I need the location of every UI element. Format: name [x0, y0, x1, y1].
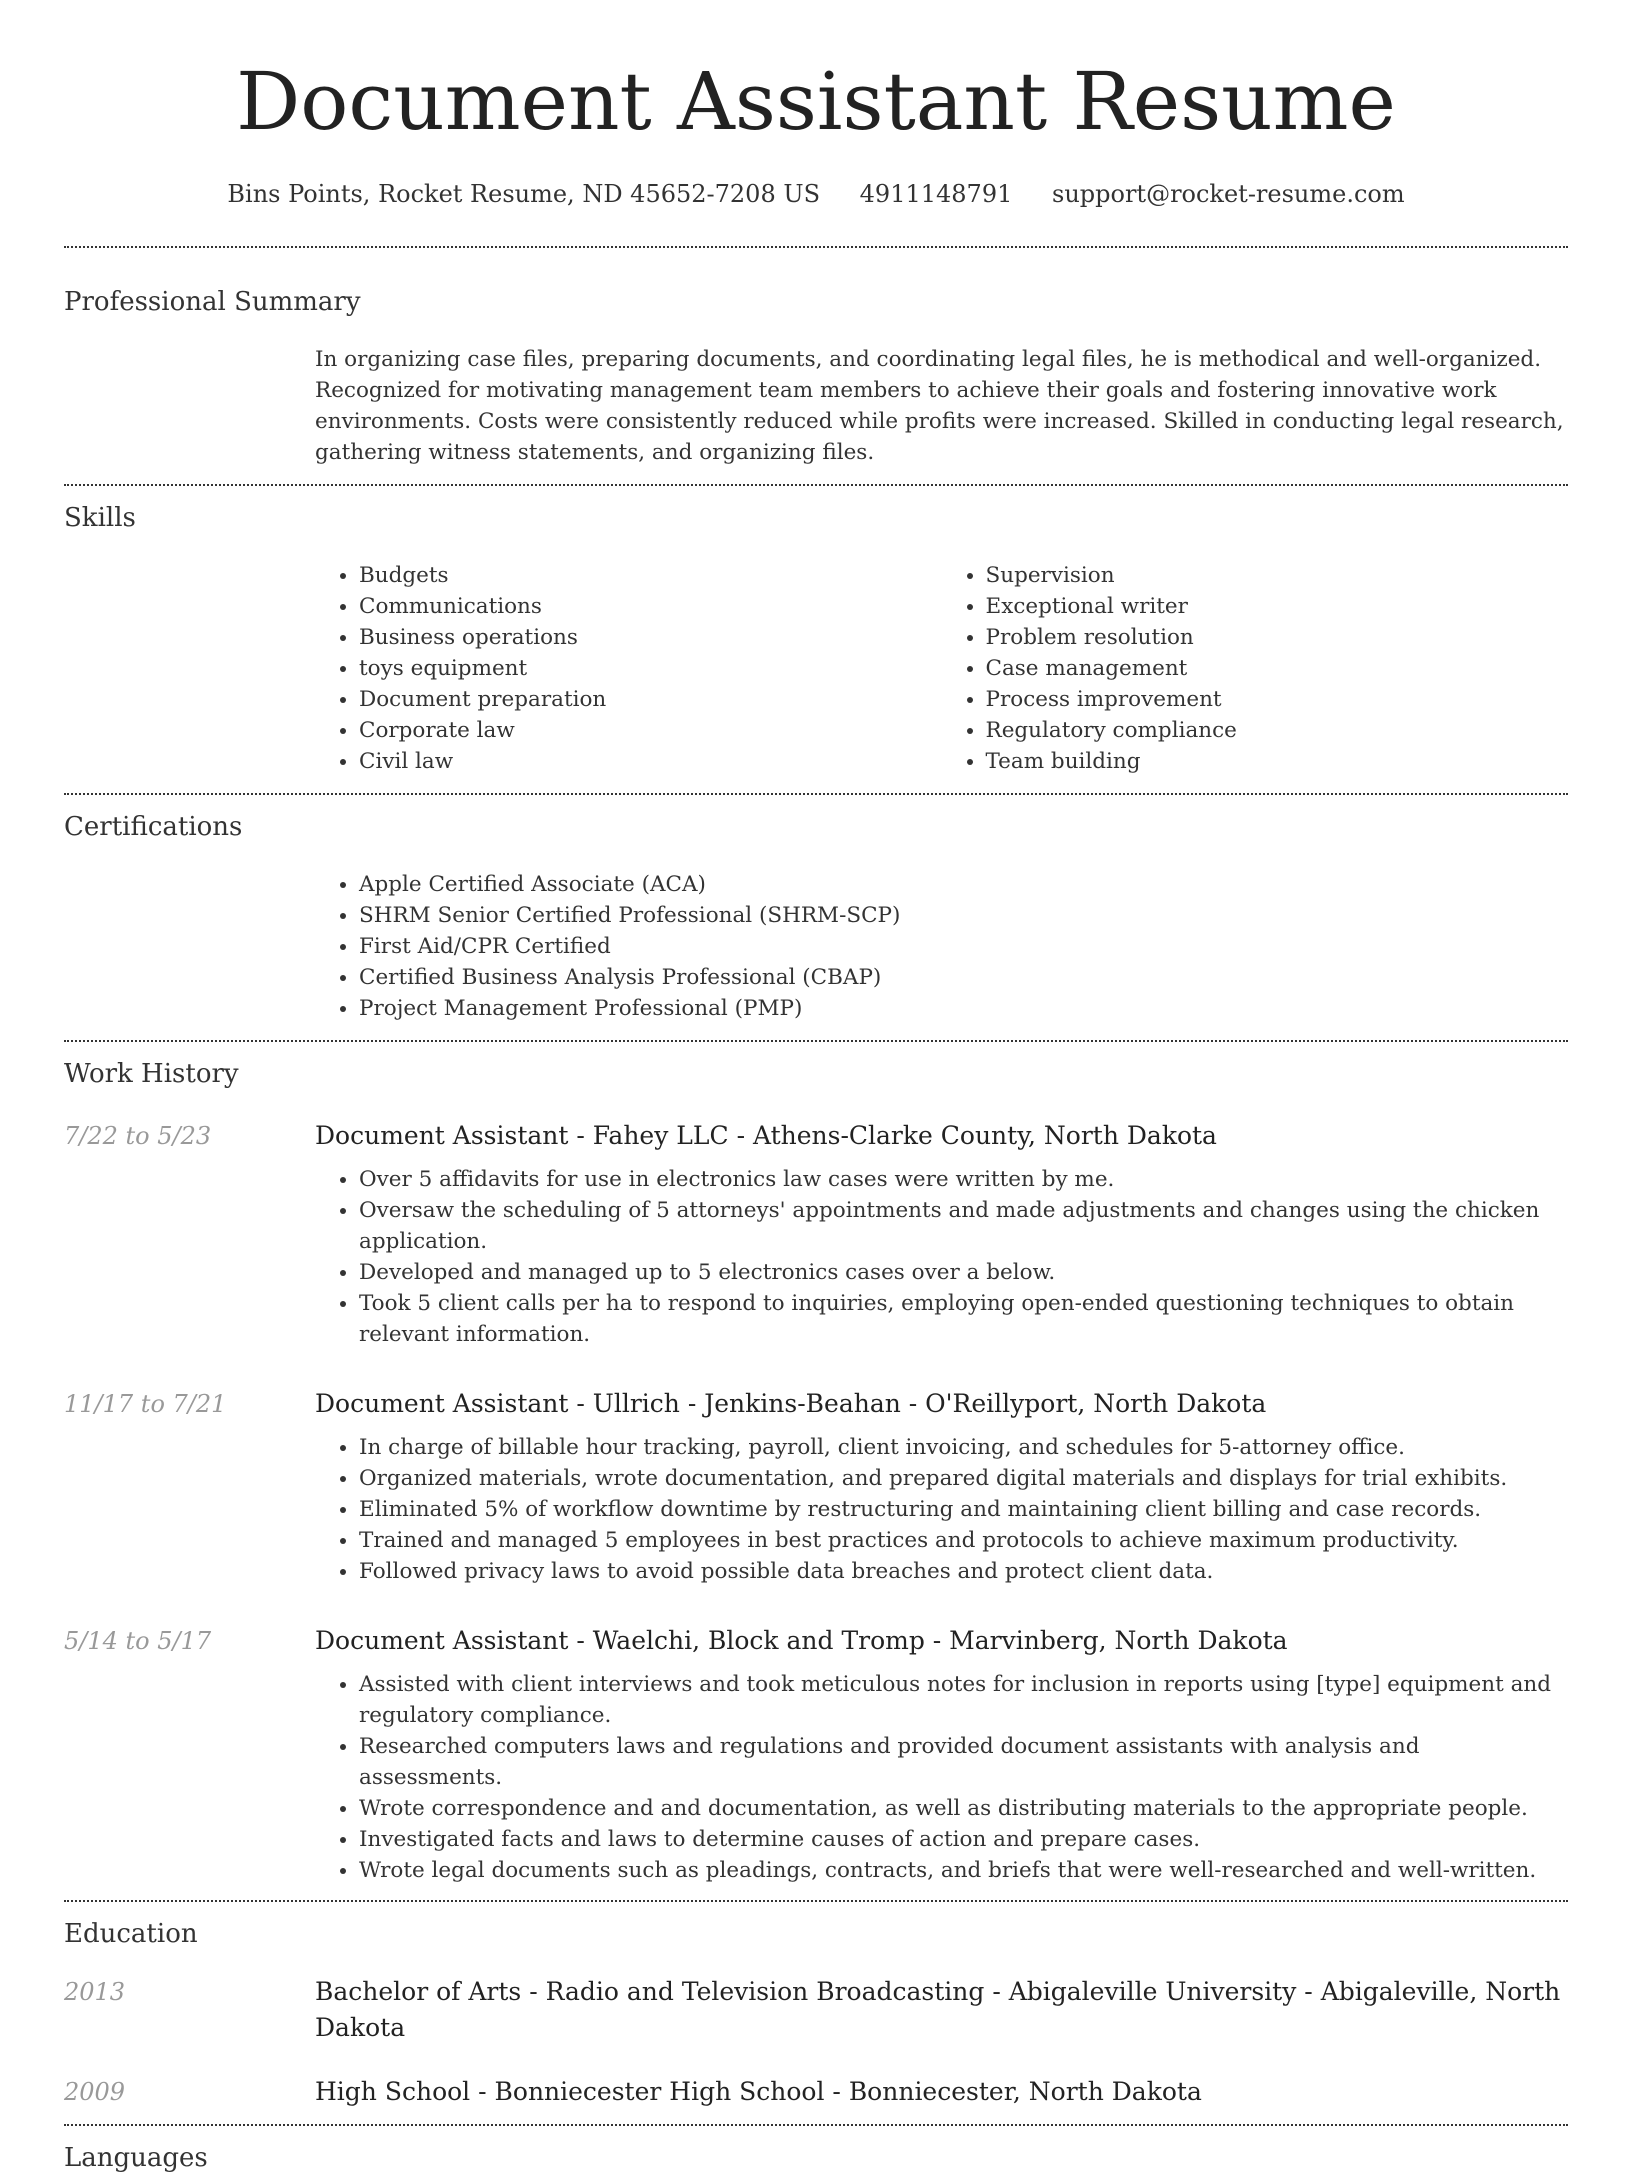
skill-item: • Budgets	[359, 560, 942, 591]
work-history	[64, 1118, 1568, 1886]
education-list	[64, 1974, 1568, 2110]
certifications-list	[315, 869, 1568, 1024]
job-entry	[64, 1623, 1568, 1886]
job-bullet: • Wrote legal documents such as pleadings, contracts, and briefs that were well-researched and well-written.	[359, 1855, 1568, 1886]
certification-item: • SHRM Senior Certified Professional (SHRM-SCP)	[359, 900, 1568, 931]
job-bullet: • Eliminated 5% of workflow downtime by restructuring and maintaining client billing and case records.	[359, 1494, 1568, 1525]
job-bullet: • Took 5 client calls per ha to respond to inquiries, employing open-ended questioning techniques to obtain relevant information.	[359, 1288, 1568, 1350]
skill-item: • Problem resolution	[986, 622, 1569, 653]
job-title: Document Assistant - Fahey LLC - Athens-Clarke County, North Dakota	[315, 1121, 1217, 1150]
certification-item: • First Aid/CPR Certified	[359, 931, 1568, 962]
skill-item: • Supervision	[986, 560, 1569, 591]
job-bullet: • Assisted with client interviews and took meticulous notes for inclusion in reports using [type] equipment and regulatory compliance.	[359, 1669, 1568, 1731]
job-bullets	[315, 1432, 1568, 1587]
job-dates: 7/22 to 5/23	[64, 1122, 212, 1150]
skills-column-right	[942, 560, 1569, 777]
skill-item: • Case management	[986, 653, 1569, 684]
section-divider	[64, 793, 1568, 795]
skill-item: • Civil law	[359, 746, 942, 777]
job-entry	[64, 1118, 1568, 1350]
job-bullets	[315, 1669, 1568, 1886]
summary-text: In organizing case files, preparing documents, and coordinating legal files, he is methodical and well-organized. Recognized for motivating management team members to achieve their goals and fostering innovative work environments. Costs were consistently reduced while profits were increased. Skilled in conducting legal research, gathering witness statements, and organizing files.	[315, 347, 1564, 465]
job-bullet: • Wrote correspondence and and documentation, as well as distributing materials to the appropriate people.	[359, 1793, 1568, 1824]
job-bullet: • In charge of billable hour tracking, payroll, client invoicing, and schedules for 5-attorney office.	[359, 1432, 1568, 1463]
section-divider	[64, 1900, 1568, 1902]
skill-item: • Communications	[359, 591, 942, 622]
section-heading-work-history: Work History	[64, 1059, 239, 1089]
skill-item: • Corporate law	[359, 715, 942, 746]
skill-item: • toys equipment	[359, 653, 942, 684]
job-bullets	[315, 1164, 1568, 1350]
skill-item: • Document preparation	[359, 684, 942, 715]
job-bullet: • Researched computers laws and regulations and provided document assistants with analysis and assessments.	[359, 1731, 1568, 1793]
education-entry	[64, 1974, 1568, 2046]
section-heading-certifications: Certifications	[64, 812, 243, 842]
education-title: High School - Bonniecester High School - Bonniecester, North Dakota	[315, 2077, 1202, 2106]
job-title: Document Assistant - Waelchi, Block and Tromp - Marvinberg, North Dakota	[315, 1626, 1288, 1655]
contact-address: Bins Points, Rocket Resume, ND 45652-7208 US	[227, 180, 821, 208]
job-bullet: • Investigated facts and laws to determine causes of action and prepare cases.	[359, 1824, 1568, 1855]
job-dates: 5/14 to 5/17	[64, 1627, 212, 1655]
skill-item: • Exceptional writer	[986, 591, 1569, 622]
section-divider	[64, 246, 1568, 248]
skill-item: • Process improvement	[986, 684, 1569, 715]
resume-title: Document Assistant Resume	[236, 55, 1396, 148]
job-bullet: • Oversaw the scheduling of 5 attorneys' appointments and made adjustments and changes using the chicken application.	[359, 1195, 1568, 1257]
certification-item: • Apple Certified Associate (ACA)	[359, 869, 1568, 900]
education-entry	[64, 2074, 1568, 2110]
section-divider	[64, 1040, 1568, 1042]
section-divider	[64, 2124, 1568, 2126]
job-bullet: • Trained and managed 5 employees in best practices and protocols to achieve maximum productivity.	[359, 1525, 1568, 1556]
section-divider	[64, 484, 1568, 486]
education-year: 2009	[64, 2078, 126, 2106]
section-heading-education: Education	[64, 1919, 198, 1949]
section-heading-summary: Professional Summary	[64, 287, 361, 317]
education-title: Bachelor of Arts - Radio and Television Broadcasting - Abigaleville University - Abigaleville, North Dakota	[315, 1977, 1561, 2042]
contact-email: support@rocket-resume.com	[1052, 180, 1405, 208]
certification-item: • Project Management Professional (PMP)	[359, 993, 1568, 1024]
job-entry	[64, 1386, 1568, 1587]
contact-line	[64, 176, 1568, 212]
contact-phone: 4911148791	[859, 180, 1013, 208]
skills-column-left	[315, 560, 942, 777]
section-heading-skills: Skills	[64, 503, 136, 533]
certification-item: • Certified Business Analysis Professional (CBAP)	[359, 962, 1568, 993]
job-title: Document Assistant - Ullrich - Jenkins-Beahan - O'Reillyport, North Dakota	[315, 1389, 1267, 1418]
job-bullet: • Organized materials, wrote documentation, and prepared digital materials and displays for trial exhibits.	[359, 1463, 1568, 1494]
section-heading-languages: Languages	[64, 2143, 208, 2173]
job-bullet: • Developed and managed up to 5 electronics cases over a below.	[359, 1257, 1568, 1288]
skill-item: • Team building	[986, 746, 1569, 777]
job-dates: 11/17 to 7/21	[64, 1390, 227, 1418]
job-bullet: • Followed privacy laws to avoid possible data breaches and protect client data.	[359, 1556, 1568, 1587]
job-bullet: • Over 5 affidavits for use in electronics law cases were written by me.	[359, 1164, 1568, 1195]
skill-item: • Regulatory compliance	[986, 715, 1569, 746]
skill-item: • Business operations	[359, 622, 942, 653]
skills-list	[315, 560, 1568, 777]
education-year: 2013	[64, 1978, 126, 2006]
